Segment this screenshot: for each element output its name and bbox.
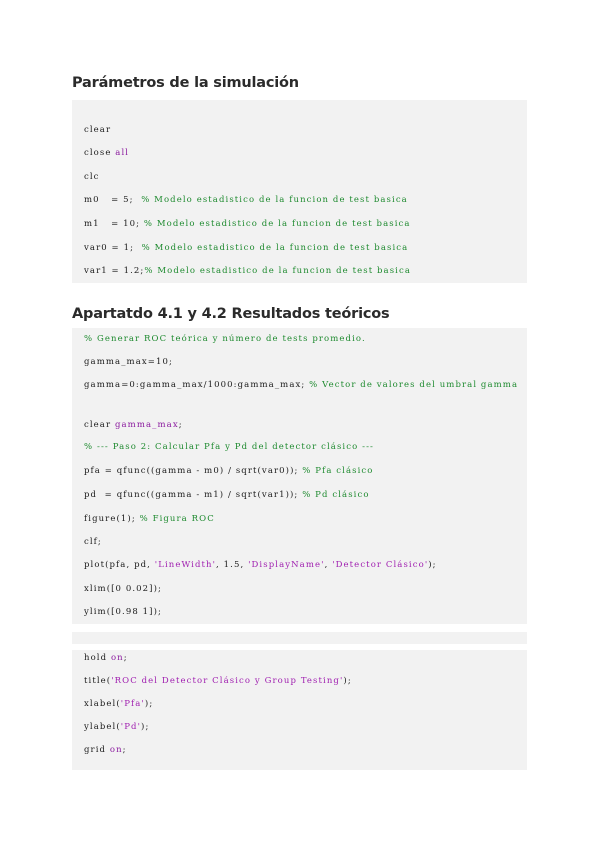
code-line [84, 380, 519, 391]
code-comment: % Pd clásico [302, 490, 370, 500]
code-text: clf; [84, 537, 102, 547]
code-comment: % Modelo estadistico de la funcion de test basica [141, 195, 408, 205]
code-string: 'Detector Clásico' [332, 560, 429, 570]
code-text: ); [144, 699, 154, 709]
code-comment: % Figura ROC [139, 514, 215, 524]
code-line [84, 514, 519, 525]
code-comment: % Pfa clásico [302, 466, 374, 476]
code-line [84, 584, 519, 595]
code-line [84, 357, 519, 368]
code-text: title( [84, 676, 112, 686]
code-line [84, 676, 519, 687]
code-text: gamma=0:gamma_max/1000:gamma_max; [84, 380, 310, 390]
code-text: ); [141, 722, 150, 732]
code-text: hold [84, 653, 111, 663]
code-line [84, 537, 519, 548]
code-comment: % Modelo estadistico de la funcion de test basica [141, 243, 409, 253]
code-string: 'Pfa' [120, 699, 145, 709]
code-block-parametros [72, 100, 527, 283]
code-string: 'DisplayName' [248, 560, 325, 570]
code-line [84, 172, 519, 183]
section-heading-resultados: Apartatdo 4.1 y 4.2 Resultados teóricos [72, 306, 390, 322]
code-line [84, 420, 519, 431]
code-text: m0 = 5; [84, 195, 142, 205]
code-line [84, 560, 519, 571]
code-line [84, 490, 519, 501]
code-text: close [84, 148, 116, 158]
code-block-separator [72, 632, 527, 644]
code-text: ylim([0.98 1]); [84, 607, 162, 617]
code-line [84, 607, 519, 618]
code-line [84, 243, 519, 254]
code-text: clear [84, 420, 115, 430]
code-line [84, 745, 519, 756]
code-text: m1 = 10; [84, 219, 144, 229]
code-text: ); [343, 676, 352, 686]
code-text: ; [123, 653, 128, 663]
section-heading-parametros: Parámetros de la simulación [72, 75, 299, 91]
code-text: ); [428, 560, 437, 570]
code-text: var1 = 1.2; [84, 266, 145, 276]
code-string: 'LineWidth' [154, 560, 217, 570]
code-text: ; [122, 745, 127, 755]
code-line [84, 195, 519, 206]
code-block-plot-settings [72, 650, 527, 770]
code-line [84, 219, 519, 230]
code-block-resultados [72, 328, 527, 624]
code-line [84, 722, 519, 733]
code-text: var0 = 1; [84, 243, 142, 253]
code-text: ; [178, 420, 183, 430]
code-string: 'Pd' [120, 722, 142, 732]
code-text: xlim([0 0.02]); [84, 584, 162, 594]
code-text: ylabel( [84, 722, 121, 732]
code-line [84, 266, 519, 277]
code-text: xlabel( [84, 699, 121, 709]
code-text: , [324, 560, 333, 570]
code-text: clear [84, 125, 112, 135]
code-text: plot(pfa, pd, [84, 560, 155, 570]
code-text: pfa = qfunc((gamma - m0) / sqrt(var0)); [84, 466, 303, 476]
code-line [84, 653, 519, 664]
code-line [84, 125, 519, 136]
code-text: , 1.5, [216, 560, 249, 570]
code-line [84, 442, 519, 453]
code-comment: % Vector de valores del umbral gamma [309, 380, 519, 390]
code-comment: % Generar ROC teórica y número de tests promedio. [84, 334, 366, 344]
code-text: grid [84, 745, 110, 755]
code-text: pd = qfunc((gamma - m1) / sqrt(var1)); [84, 490, 303, 500]
code-line [84, 148, 519, 159]
code-keyword: gamma_max [114, 420, 179, 430]
code-line [84, 334, 519, 345]
code-keyword: on [109, 745, 123, 755]
code-keyword: all [115, 148, 130, 158]
code-text: gamma_max=10; [84, 357, 173, 367]
code-text: clc [84, 172, 100, 182]
code-string: 'ROC del Detector Clásico y Group Testing' [111, 676, 344, 686]
code-comment: % --- Paso 2: Calcular Pfa y Pd del detector clásico --- [84, 442, 375, 452]
code-keyword: on [110, 653, 124, 663]
code-comment: % Modelo estadistico de la funcion de test basica [144, 266, 412, 276]
code-comment: % Modelo estadistico de la funcion de test basica [143, 219, 411, 229]
code-line [84, 699, 519, 710]
code-text: figure(1); [84, 514, 140, 524]
code-line [84, 466, 519, 477]
